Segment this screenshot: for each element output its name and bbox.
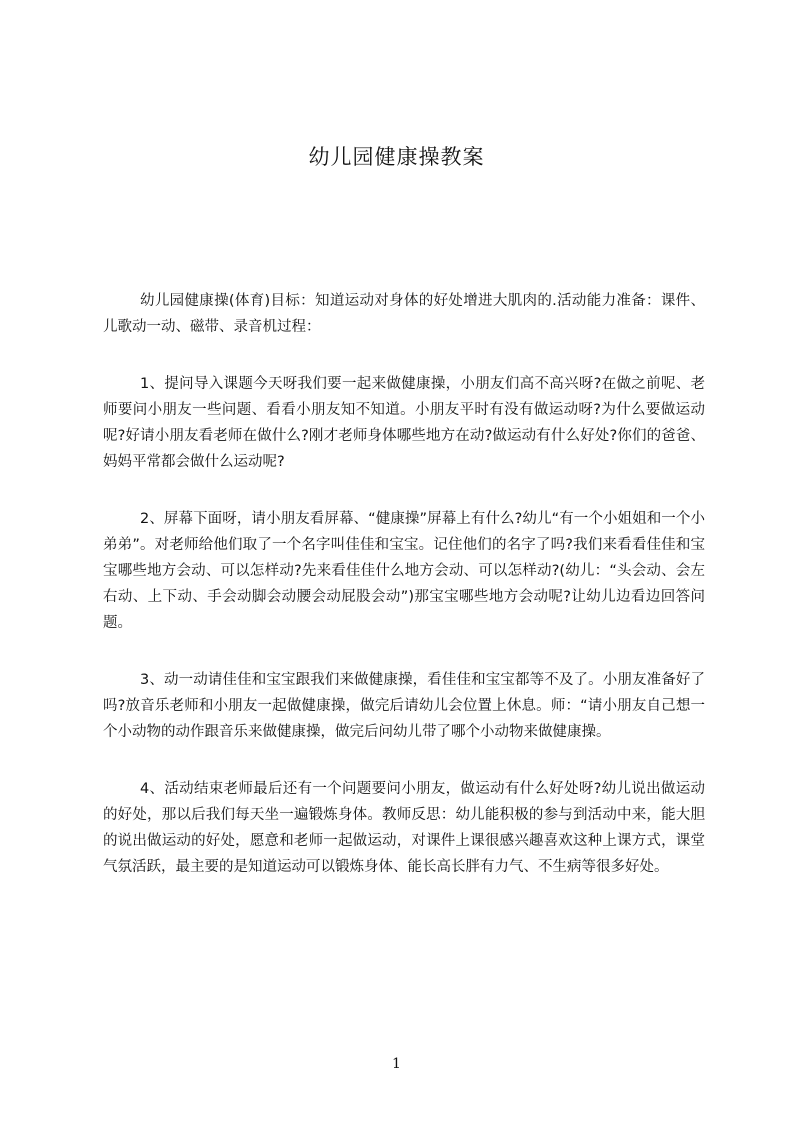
document-title: 幼儿园健康操教案: [308, 145, 485, 169]
paragraph-step-3: 3、动一动请佳佳和宝宝跟我们来做健康操，看佳佳和宝宝都等不及了。小朋友准备好了吗?放音乐老师和小朋友一起做健康操，做完后请幼儿会位置上休息。师：“请小朋友自己想一个小动物的动作跟音乐来做健康操，做完后问幼儿带了哪个小动物来做健康操。: [103, 672, 705, 740]
page-number: 1: [392, 1056, 401, 1072]
paragraph-step-1: 1、提问导入课题今天呀我们要一起来做健康操，小朋友们高不高兴呀?在做之前呢、老师要问小朋友一些问题、看看小朋友知不知道。小朋友平时有没有做运动呀?为什么要做运动呢?好请小朋友看老师在做什么?刚才老师身体哪些地方在动?做运动有什么好处?你们的爸爸、妈妈平常都会做什么运动呢?: [103, 376, 705, 470]
paragraph-intro: 幼儿园健康操(体育)目标：知道运动对身体的好处增进大肌肉的.活动能力准备：课件、儿歌动一动、磁带、录音机过程：: [103, 293, 705, 335]
paragraph-step-4: 4、活动结束老师最后还有一个问题要问小朋友，做运动有什么好处呀?幼儿说出做运动的好处，那以后我们每天坐一遍锻炼身体。教师反思：幼儿能积极的参与到活动中来，能大胆的说出做运动的好处，愿意和老师一起做运动，对课件上课很感兴趣喜欢这种上课方式，课堂气氛活跃，最主要的是知道运动可以锻炼身体、能长高长胖有力气、不生病等很多好处。: [103, 781, 705, 875]
paragraph-step-2: 2、屏幕下面呀，请小朋友看屏幕、“健康操”屏幕上有什么?幼儿“有一个小姐姐和一个小弟弟”。对老师给他们取了一个名字叫佳佳和宝宝。记住他们的名字了吗?我们来看看佳佳和宝宝哪些地方会动、可以怎样动?先来看佳佳什么地方会动、可以怎样动?(幼儿：“头会动、会左右动、上下动、手会动脚会动腰会动屁股会动”)那宝宝哪些地方会动呢?让幼儿边看边回答问题。: [103, 511, 705, 631]
document-body: [103, 288, 705, 911]
